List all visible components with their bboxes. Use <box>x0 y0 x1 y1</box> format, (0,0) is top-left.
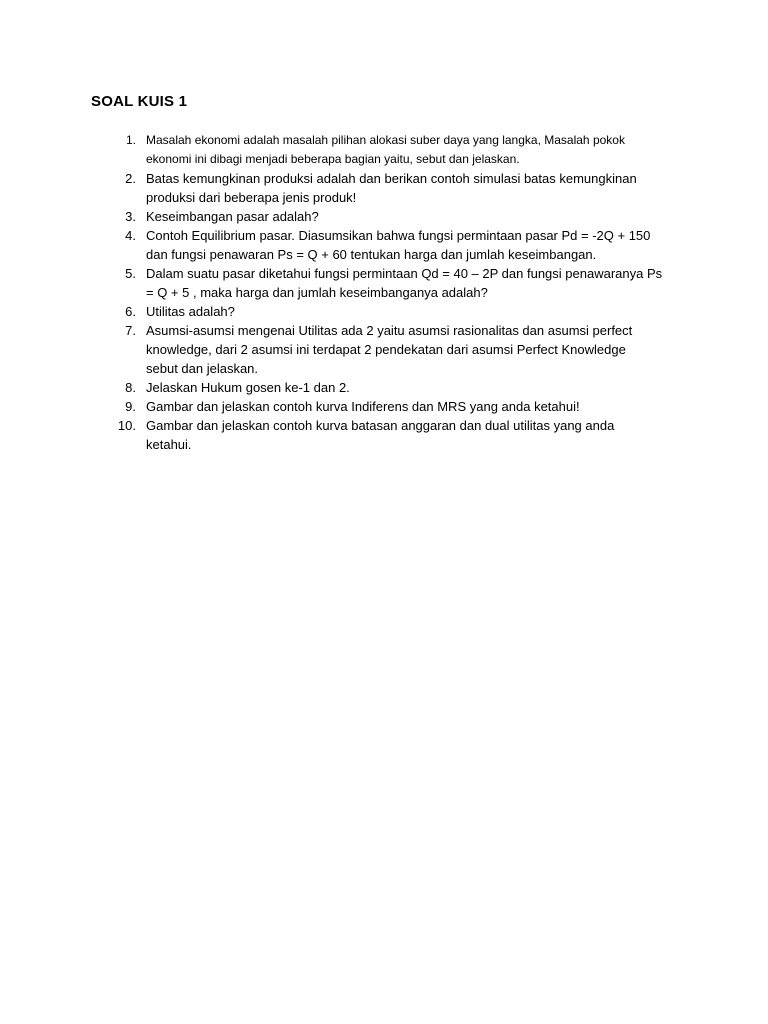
list-item <box>104 264 684 302</box>
question-text <box>136 321 684 378</box>
question-line: Batas kemungkinan produksi adalah dan berikan contoh simulasi batas kemungkinan <box>146 171 637 186</box>
question-text <box>136 226 684 264</box>
question-line: produksi dari beberapa jenis produk! <box>146 190 357 205</box>
question-number: 5. <box>125 266 136 281</box>
question-text <box>136 416 684 454</box>
question-number: 2. <box>125 171 136 186</box>
question-text <box>136 302 684 321</box>
list-item <box>104 131 684 169</box>
question-text <box>136 207 684 226</box>
document-title: SOAL KUIS 1 <box>91 93 188 110</box>
question-list <box>104 131 684 454</box>
question-line: ketahui. <box>146 437 192 452</box>
question-line: = Q + 5 , maka harga dan jumlah keseimbanganya adalah? <box>146 285 488 300</box>
question-number: 8. <box>125 380 136 395</box>
list-item <box>104 226 684 264</box>
question-line: Gambar dan jelaskan contoh kurva Indiferens dan MRS yang anda ketahui! <box>146 399 580 414</box>
list-item <box>104 302 684 321</box>
question-text <box>136 131 684 169</box>
list-item <box>104 321 684 378</box>
question-text <box>136 169 684 207</box>
list-item <box>104 397 684 416</box>
question-text <box>136 397 684 416</box>
question-line: Gambar dan jelaskan contoh kurva batasan anggaran dan dual utilitas yang anda <box>146 418 615 433</box>
question-number: 10. <box>117 418 136 433</box>
question-text <box>136 378 684 397</box>
question-line: dan fungsi penawaran Ps = Q + 60 tentukan harga dan jumlah keseimbangan. <box>146 247 597 262</box>
question-line: Masalah ekonomi adalah masalah pilihan alokasi suber daya yang langka, Masalah pokok <box>146 133 625 147</box>
question-line: Utilitas adalah? <box>146 304 235 319</box>
question-line: knowledge, dari 2 asumsi ini terdapat 2 pendekatan dari asumsi Perfect Knowledge <box>146 342 626 357</box>
question-line: Dalam suatu pasar diketahui fungsi permintaan Qd = 40 – 2P dan fungsi penawaranya Ps <box>146 266 663 281</box>
list-item <box>104 169 684 207</box>
question-text <box>136 264 684 302</box>
question-line: ekonomi ini dibagi menjadi beberapa bagian yaitu, sebut dan jelaskan. <box>146 152 520 166</box>
list-item <box>104 378 684 397</box>
question-number: 1. <box>125 133 136 147</box>
question-number: 4. <box>125 228 136 243</box>
question-number: 3. <box>125 209 136 224</box>
question-number: 7. <box>125 323 136 338</box>
question-line: Contoh Equilibrium pasar. Diasumsikan bahwa fungsi permintaan pasar Pd = -2Q + 150 <box>146 228 651 243</box>
question-line: sebut dan jelaskan. <box>146 361 259 376</box>
question-number: 9. <box>125 399 136 414</box>
question-line: Keseimbangan pasar adalah? <box>146 209 319 224</box>
question-line: Asumsi-asumsi mengenai Utilitas ada 2 yaitu asumsi rasionalitas dan asumsi perfect <box>146 323 633 338</box>
question-line: Jelaskan Hukum gosen ke-1 dan 2. <box>146 380 350 395</box>
list-item <box>104 416 684 454</box>
question-number: 6. <box>125 304 136 319</box>
list-item <box>104 207 684 226</box>
